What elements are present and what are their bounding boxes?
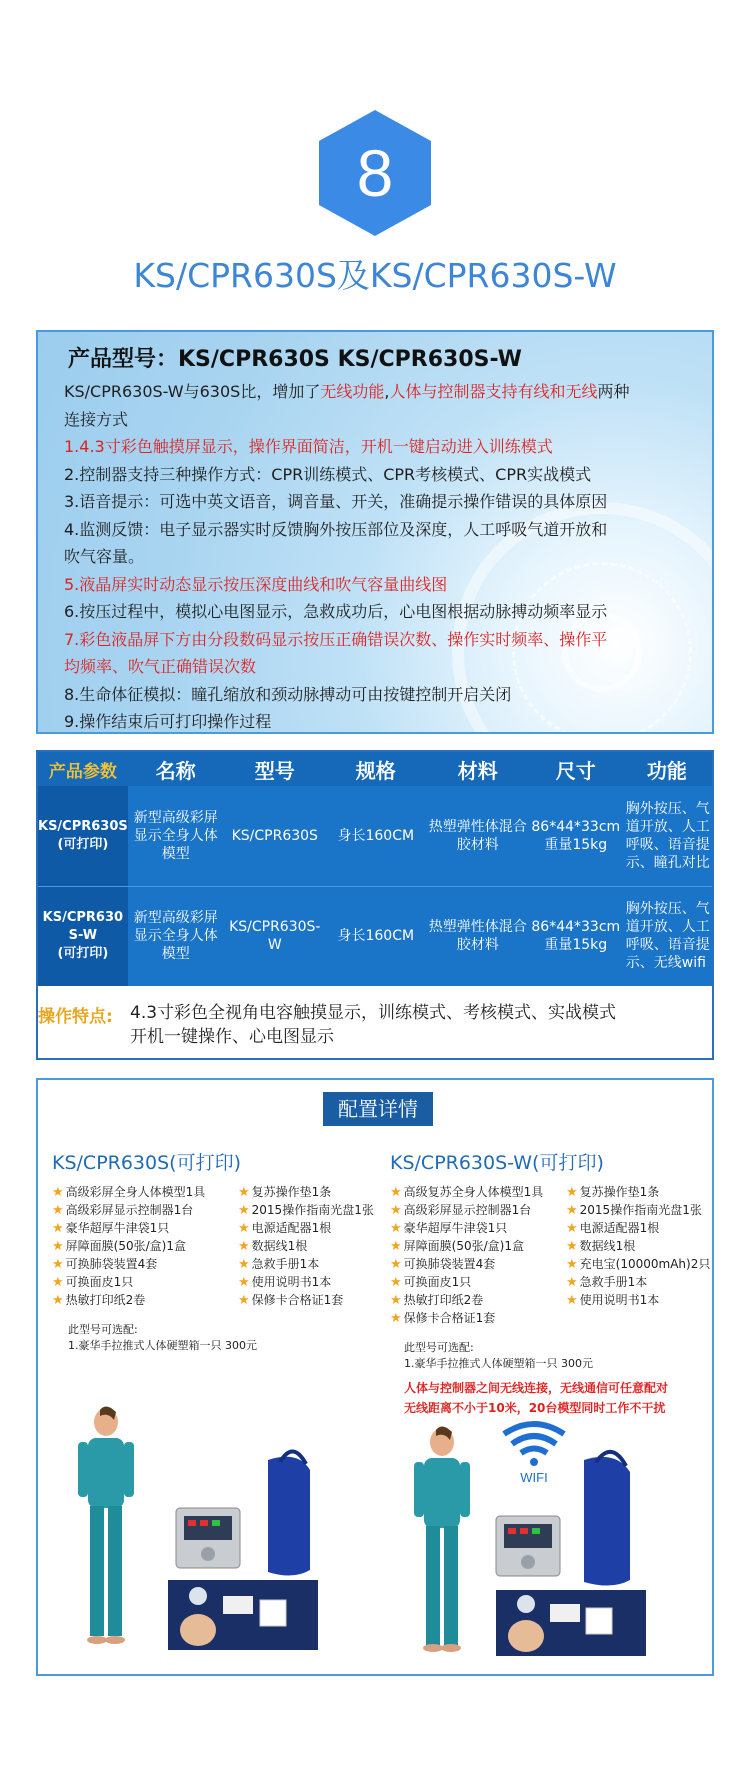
config-item <box>52 1273 133 1292</box>
config-item-label: 可换肺袋装置4套 <box>403 1257 496 1271</box>
column-header: 功能 <box>622 752 712 786</box>
star-icon: ★ <box>390 1239 402 1254</box>
intro-text: KS/CPR630S-W与630S比，增加了 <box>64 382 321 401</box>
star-icon: ★ <box>52 1239 64 1254</box>
config-item-label: 高级复苏全身人体模型1具 <box>403 1185 544 1199</box>
star-icon: ★ <box>52 1185 64 1200</box>
config-item <box>390 1291 483 1310</box>
config-item-label: 可换面皮1只 <box>403 1275 472 1289</box>
config-item <box>52 1255 157 1274</box>
controller-device <box>496 1516 560 1576</box>
star-icon: ★ <box>238 1203 250 1218</box>
row-model-label: KS/CPR630S (可打印) <box>38 786 128 886</box>
config-item-label: 可换肺袋装置4套 <box>65 1257 158 1271</box>
config-item <box>390 1237 524 1256</box>
config-item <box>566 1183 659 1202</box>
left-optional-item: 1.豪华手拉推式人体硬塑箱一只 300元 <box>68 1339 257 1352</box>
row-model-label: KS/CPR630 S-W (可打印) <box>38 886 128 986</box>
cell-model: KS/CPR630S <box>224 786 326 886</box>
manikin-figure <box>78 1406 134 1644</box>
wifi-icon <box>504 1424 564 1485</box>
cell-spec: 身长160CM <box>326 886 426 986</box>
config-item <box>238 1291 343 1310</box>
right-model-title: KS/CPR630S-W(可打印) <box>390 1152 604 1174</box>
config-item <box>238 1237 307 1256</box>
star-icon: ★ <box>52 1293 64 1308</box>
product-description-panel <box>36 330 714 734</box>
config-item <box>52 1219 169 1238</box>
features-text <box>130 1001 690 1049</box>
section-number-badge <box>317 108 433 238</box>
features-label: 操作特点: <box>38 1007 113 1027</box>
carry-bag <box>268 1451 310 1575</box>
intro-text: 两种 <box>597 382 630 401</box>
table-row <box>38 786 712 886</box>
star-icon: ★ <box>390 1185 402 1200</box>
feature-line: 3.语音提示：可选中英文语音，调音量、开关，准确提示操作错误的具体原因 <box>64 492 608 511</box>
config-item <box>52 1291 145 1310</box>
features-line: 4.3寸彩色全视角电容触摸显示，训练模式、考核模式、实战模式 <box>130 1003 617 1023</box>
config-item-label: 豪华超厚牛津袋1只 <box>65 1221 170 1235</box>
config-item-label: 屏障面膜(50张/盒)1盒 <box>65 1239 186 1253</box>
wireless-note: 人体与控制器之间无线连接，无线通信可任意配对 <box>404 1381 669 1395</box>
star-icon: ★ <box>390 1221 402 1236</box>
star-icon: ★ <box>238 1185 250 1200</box>
config-item-label: 使用说明书1本 <box>579 1293 660 1307</box>
star-icon: ★ <box>566 1221 578 1236</box>
config-item <box>52 1237 186 1256</box>
cell-material: 热塑弹性体混合胶材料 <box>426 786 530 886</box>
column-header: 尺寸 <box>530 752 622 786</box>
table-row <box>38 886 712 986</box>
config-item-label: 高级彩屏全身人体模型1具 <box>65 1185 206 1199</box>
parameter-table <box>38 752 712 986</box>
feature-line: 均频率、吹气正确错误次数 <box>64 657 257 676</box>
config-item <box>238 1219 331 1238</box>
cell-model: KS/CPR630S-W <box>224 886 326 986</box>
cell-name: 新型高级彩屏显示全身人体模型 <box>128 786 224 886</box>
section-number: 8 <box>356 136 394 210</box>
star-icon: ★ <box>52 1221 64 1236</box>
config-item-label: 数据线1根 <box>251 1239 308 1253</box>
cell-material: 热塑弹性体混合胶材料 <box>426 886 530 986</box>
star-icon: ★ <box>566 1293 578 1308</box>
accessories-mat <box>496 1590 646 1656</box>
config-item <box>566 1273 647 1292</box>
intro-line: 连接方式 <box>64 409 129 429</box>
config-item-label: 可换面皮1只 <box>65 1275 134 1289</box>
column-header: 材料 <box>426 752 530 786</box>
feature-line: 9.操作结束后可打印操作过程 <box>64 712 272 731</box>
config-item-label: 热敏打印纸2卷 <box>403 1293 484 1307</box>
config-item <box>390 1255 495 1274</box>
config-right-column <box>390 1148 720 1326</box>
wireless-note: 无线距离不小于10米，20台模型同时工作不干扰 <box>404 1401 666 1415</box>
intro-highlight: 人体与控制器支持有线和无线 <box>389 382 598 401</box>
config-item-label: 豪华超厚牛津袋1只 <box>403 1221 508 1235</box>
star-icon: ★ <box>390 1275 402 1290</box>
manikin-figure <box>414 1426 470 1652</box>
config-item-label: 数据线1根 <box>579 1239 636 1253</box>
config-item <box>390 1201 531 1220</box>
config-item <box>390 1273 471 1292</box>
feature-line: 6.按压过程中，模拟心电图显示，急救成功后，心电图根据动脉搏动频率显示 <box>64 602 608 621</box>
product-parameters <box>36 750 714 1060</box>
column-header: 规格 <box>326 752 426 786</box>
config-item-label: 复苏操作垫1条 <box>251 1185 332 1199</box>
config-item-label: 电源适配器1根 <box>579 1221 660 1235</box>
star-icon: ★ <box>566 1275 578 1290</box>
column-header: 型号 <box>224 752 326 786</box>
config-item-label: 充电宝(10000mAh)2只 <box>579 1257 711 1271</box>
config-item <box>566 1219 659 1238</box>
config-item <box>52 1183 205 1202</box>
config-item <box>390 1219 507 1238</box>
config-item <box>238 1273 331 1292</box>
config-item-label: 2015操作指南光盘1张 <box>579 1203 702 1217</box>
product-model-title: 产品型号：KS/CPR630S KS/CPR630S-W <box>68 347 522 372</box>
config-item <box>52 1201 193 1220</box>
config-item-label: 保修卡合格证1套 <box>251 1293 344 1307</box>
column-header: 名称 <box>128 752 224 786</box>
features-line: 开机一键操作、心电图显示 <box>130 1027 334 1047</box>
star-icon: ★ <box>566 1203 578 1218</box>
feature-line: 8.生命体征模拟：瞳孔缩放和颈动脉搏动可由按键控制开启关闭 <box>64 684 512 704</box>
config-item <box>566 1291 659 1310</box>
feature-line: 2.控制器支持三种操作方式：CPR训练模式、CPR考核模式、CPR实战模式 <box>64 464 592 484</box>
config-item <box>566 1255 710 1274</box>
star-icon: ★ <box>390 1293 402 1308</box>
feature-line: 吹气容量。 <box>64 547 145 566</box>
config-item <box>390 1183 543 1202</box>
config-item-label: 屏障面膜(50张/盒)1盒 <box>403 1239 524 1253</box>
config-item-label: 高级彩屏显示控制器1台 <box>65 1203 194 1217</box>
config-item <box>566 1237 635 1256</box>
config-title: 配置详情 <box>323 1092 433 1126</box>
intro-highlight: 无线功能 <box>320 382 385 401</box>
cell-spec: 身长160CM <box>326 786 426 886</box>
config-item <box>390 1309 495 1328</box>
star-icon: ★ <box>390 1311 402 1326</box>
config-item-label: 使用说明书1本 <box>251 1275 332 1289</box>
config-item-label: 热敏打印纸2卷 <box>65 1293 146 1307</box>
config-item-label: 保修卡合格证1套 <box>403 1311 496 1325</box>
right-optional-item: 1.豪华手拉推式人体硬塑箱一只 300元 <box>404 1357 593 1370</box>
product-scene-left <box>48 1400 378 1660</box>
left-optional-title: 此型号可选配: <box>68 1323 138 1336</box>
config-left-column <box>52 1148 382 1308</box>
star-icon: ★ <box>52 1203 64 1218</box>
config-item <box>238 1255 319 1274</box>
star-icon: ★ <box>390 1257 402 1272</box>
cell-name: 新型高级彩屏显示全身人体模型 <box>128 886 224 986</box>
star-icon: ★ <box>238 1257 250 1272</box>
carry-bag <box>584 1452 630 1586</box>
cell-size: 86*44*33cm 重量15kg <box>530 886 622 986</box>
config-item <box>566 1201 702 1220</box>
star-icon: ★ <box>566 1239 578 1254</box>
feature-line: 7.彩色液晶屏下方由分段数码显示按压正确错误次数、操作实时频率、操作平 <box>64 629 608 649</box>
star-icon: ★ <box>52 1257 64 1272</box>
left-model-title: KS/CPR630S(可打印) <box>52 1152 241 1174</box>
config-item-label: 电源适配器1根 <box>251 1221 332 1235</box>
feature-line: 4.监测反馈：电子显示器实时反馈胸外按压部位及深度，人工呼吸气道开放和 <box>64 519 608 539</box>
cell-function: 胸外按压、气道开放、人工呼吸、语音提示、无线wifi <box>622 886 712 986</box>
config-item <box>238 1201 374 1220</box>
star-icon: ★ <box>238 1221 250 1236</box>
star-icon: ★ <box>390 1203 402 1218</box>
intro-text: , <box>384 382 390 401</box>
config-item-label: 2015操作指南光盘1张 <box>251 1203 374 1217</box>
controller-device <box>176 1508 240 1568</box>
config-item-label: 急救手册1本 <box>251 1257 320 1271</box>
table-header-row <box>38 752 712 786</box>
config-item-label: 急救手册1本 <box>579 1275 648 1289</box>
page-title: KS/CPR630S及KS/CPR630S-W <box>133 256 617 295</box>
star-icon: ★ <box>566 1257 578 1272</box>
feature-line: 5.液晶屏实时动态显示按压深度曲线和吹气容量曲线图 <box>64 574 448 594</box>
column-header: 产品参数 <box>38 752 128 786</box>
feature-line: 1.4.3寸彩色触摸屏显示，操作界面简洁，开机一键启动进入训练模式 <box>64 437 553 456</box>
star-icon: ★ <box>238 1293 250 1308</box>
cell-function: 胸外按压、气道开放、人工呼吸、语音提示、瞳孔对比 <box>622 786 712 886</box>
config-item-label: 高级彩屏显示控制器1台 <box>403 1203 532 1217</box>
configuration-details <box>36 1078 714 1676</box>
wifi-label: WIFI <box>520 1470 548 1485</box>
star-icon: ★ <box>52 1275 64 1290</box>
right-optional-title: 此型号可选配: <box>404 1341 474 1354</box>
star-icon: ★ <box>238 1239 250 1254</box>
star-icon: ★ <box>238 1275 250 1290</box>
feature-list <box>64 378 704 734</box>
config-item <box>238 1183 331 1202</box>
accessories-mat <box>168 1580 318 1650</box>
cell-size: 86*44*33cm 重量15kg <box>530 786 622 886</box>
star-icon: ★ <box>566 1185 578 1200</box>
product-scene-right <box>384 1420 714 1680</box>
config-item-label: 复苏操作垫1条 <box>579 1185 660 1199</box>
intro-line <box>64 378 704 406</box>
